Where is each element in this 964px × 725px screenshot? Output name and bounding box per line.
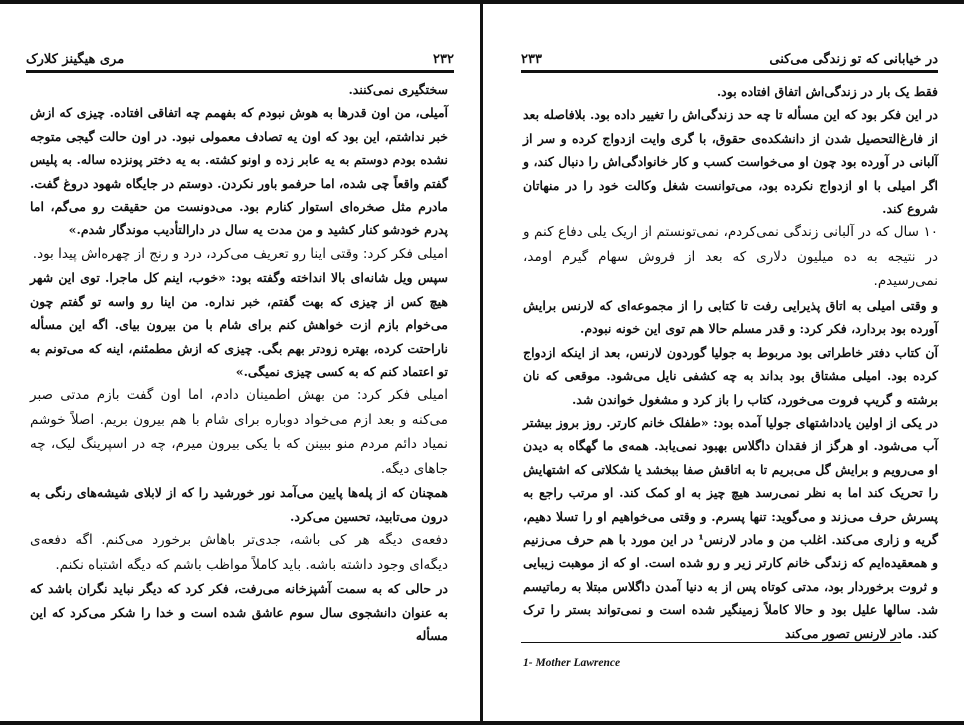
right-page-header — [521, 44, 938, 73]
paragraph: سختگیری نمی‌کنند. — [348, 82, 448, 97]
footnote-divider — [521, 642, 901, 643]
paragraph: آمیلی، من اون قدرها به هوش نبودم که بفهمم چه اتفاقی افتاده. چیزی که ازش خبر نداشتم، این بود که اون یه تصادف معمولی نبود. در اون حالت گیجی متوجه نشده بودم دوستم به یه عابر زده و اونو کشته. به یه دختر پونزده ساله. به پلیس گفتم واقعاً چی شده، اما حرفمو باور نکردن. دوستم در جایگاه شهود دروغ گفت. مادرم مثل صخره‌ای استوار کنارم بود. می‌دونست من حقیقت رو می‌گم، اما پدرم خودشو کنار کشید و من مدت یه سال در دارالتأدیب موندگار شدم.» — [30, 105, 448, 238]
paragraph: در یکی از اولین یادداشتهای جولیا آمده بود: «طفلک خانم کارتر. روز بروز بیشتر آب می‌شود. او هرگز از فقدان داگلاس بهبود نمی‌یابد. همه‌ی ما گهگاه به دیدن او می‌رویم و برایش گل می‌بریم تا به اتاقش صفا ببخشد یا شکلاتی که اشتهایش را تحریک کند اما به نظر نمی‌رسد هیچ چیز به او کمک کند. او مرتب راجع به پسرش حرف می‌زند و می‌گوید: تنها پسرم. و وقتی می‌خواهیم او را تسلا دهیم، گریه و زاری می‌کند. اغلب من و مادر لارنس¹ در این مورد با هم حرف می‌زنیم و همعقیده‌ایم که زندگی خانم کارتر زیر و رو شده است. او که از موهبت زیبایی و ثروت برخوردار بود، مدتی کوتاه پس از به دنیا آمدن داگلاس مبتلا به رماتیسم شد. سالها علیل بود و حالا کاملاً زمینگیر شده است و نمی‌تواند بستر را ترک کند. مادر لارنس تصور می‌کند — [523, 414, 938, 641]
left-page — [0, 0, 480, 725]
left-page-header — [26, 44, 454, 73]
paragraph: در حالی که به سمت آشپزخانه می‌رفت، فکر کرد که دیگر نباید نگران باشد که به عنوان دانشجوی سال سوم عاشق شده است و خدا را شکر می‌کرد که این مسأله — [30, 581, 448, 643]
paragraph: همچنان که از پله‌ها پایین می‌آمد نور خورشید را که از لابلای شیشه‌های رنگی به درون می‌تابید، تحسین می‌کرد. — [30, 485, 448, 524]
right-page-body — [523, 80, 938, 645]
paragraph: دفعه‌ی دیگه هر کی باشه، جدی‌تر باهاش برخورد می‌کنم. اگه دفعه‌ی دیگه‌ای وجود داشته باشه. باید کاملاً مواظب باشم که دیگه اشتباه نکنم. — [30, 532, 448, 573]
paragraph: سپس ویل شانه‌ای بالا انداخته وگفته بود: «خوب، اینم کل ماجرا. توی این شهر هیچ کس از چیزی که بهت گفتم، خبر نداره. من اینا رو واسه تو گفتم چون می‌خوام بازم ازت خواهش کنم برای شام با من بیرون بیای. اگه این مسأله ناراحتت کرده، بهتره زودتر بهم بگی. چیزی که ازش مطمئنم، اینه که می‌تونم به تو اعتماد کنم که به کسی چیزی نمیگی.» — [30, 270, 448, 379]
left-page-number: ۲۳۲ — [433, 52, 454, 67]
paragraph: در این فکر بود که این مسأله تا چه حد زندگی‌اش را تغییر داده بود. بلافاصله بعد از فارغ‌التحصیل شدن از دانشکده‌ی حقوق، با گری وایت ازدواج کرده و سر از آلبانی در آورده بود چون او می‌خواست کسب و کار خانوادگی‌اش را دنبال کند، و اگر امیلی با او ازدواج نکرده بود، می‌توانست شغل وکالت خود را در منهاتان شروع کند. — [523, 107, 938, 217]
right-page-number: ۲۳۳ — [521, 52, 542, 67]
paragraph: امیلی فکر کرد: وقتی اینا رو تعریف می‌کرد، درد و رنج از چهره‌اش پیدا بود. — [32, 245, 448, 262]
footnote: 1- Mother Lawrence — [523, 657, 621, 669]
left-header-title: مری هیگینز کلارک — [26, 52, 125, 67]
paragraph: و وقتی امیلی به اتاق پذیرایی رفت تا کتابی را از مجموعه‌ای که لارنس برایش آورده بود بردارد، فکر کرد: و قدر مسلم حالا هم توی این خونه نبودم. — [523, 297, 938, 337]
paragraph: امیلی فکر کرد: من بهش اطمینان دادم، اما اون گفت بازم مدتی صبر می‌کنه و بعد ازم می‌خواد دوباره برای شام با هم بیرون بریم. اصلاً خوشم نمیاد دائم مردم منو ببینن که با یکی بیرون میرم، چه در اسپرینگ لیک، چه جاهای دیگه. — [30, 387, 448, 477]
right-page — [483, 0, 964, 725]
right-header-title: در خیابانی که تو زندگی می‌کنی — [769, 52, 938, 67]
paragraph: آن کتاب دفتر خاطراتی بود مربوط به جولیا گوردون لارنس، بعد از اینکه ازدواج کرده بود. امیلی مشتاق بود بداند به چه کشفی نایل می‌شود. موقعی که نان برشته و گریپ فروت می‌خورد، کتاب را باز کرد و مشغول خواندن شد. — [523, 344, 938, 407]
left-page-body — [30, 78, 448, 647]
paragraph: ۱۰ سال که در آلبانی زندگی نمی‌کردم، نمی‌تونستم از اریک یلی دفاع کنم و در نتیجه به ده میلیون دلاری که بعد از فروش سهام گیرم اومد، نمی‌رسیدم. — [523, 224, 938, 290]
paragraph: فقط یک بار در زندگی‌اش اتفاق افتاده بود. — [716, 84, 938, 99]
